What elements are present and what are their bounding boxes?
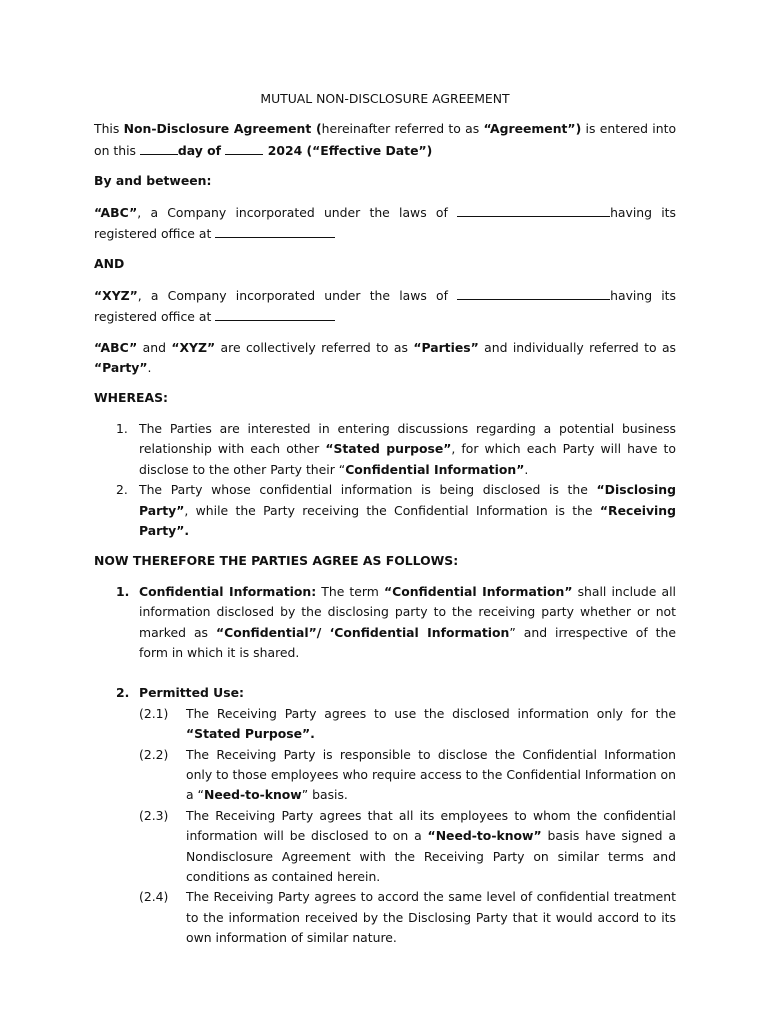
document-title: MUTUAL NON-DISCLOSURE AGREEMENT <box>260 91 510 106</box>
sub-clause <box>94 806 676 888</box>
collective-text-3: and individually referred to as <box>478 339 676 355</box>
sub-clause-bold: Need-to-know <box>203 787 302 803</box>
list-item-bold: “Stated purpose” <box>325 441 452 457</box>
intro-bold-2: “Agreement”) <box>483 121 582 137</box>
clause-text: The term <box>316 583 384 599</box>
clause-bold: “Confidential”/ ‘Confidential Information <box>215 624 510 640</box>
sub-clause <box>94 887 676 948</box>
list-item-number: 2. <box>116 482 128 498</box>
whereas-text: WHEREAS: <box>94 390 168 406</box>
day-blank <box>140 140 178 155</box>
whereas-heading <box>94 388 676 408</box>
sub-clause-bold: “Need-to-know” <box>427 828 542 844</box>
sub-clause-text: The Receiving Party agrees that all its employees to whom the confidential information will be disclosed to on a <box>186 807 676 844</box>
list-item-text: , for which each Party will have to disclose to the other Party their “ <box>139 441 676 477</box>
intro-bold-1: Non-Disclosure Agreement ( <box>123 121 322 137</box>
abc-laws-blank <box>457 202 610 217</box>
intro-paragraph <box>94 119 676 161</box>
and-text: AND <box>94 256 125 272</box>
list-item-number: 1. <box>116 420 128 436</box>
sub-clause-text: The Receiving Party agrees to use the disclosed information only for the <box>186 705 676 721</box>
list-item <box>94 480 676 541</box>
party-xyz-name: “XYZ” <box>94 287 138 303</box>
party-xyz-text-1: , a Company incorporated under the laws of <box>137 287 458 303</box>
xyz-office-blank <box>215 306 335 321</box>
collective-text-4: . <box>147 360 152 376</box>
month-blank <box>225 140 263 155</box>
intro-text-3: is entered into on this <box>94 121 677 158</box>
list-item-bold: “Receiving Party”. <box>139 502 676 538</box>
collective-text-1: and <box>137 339 172 355</box>
whereas-list <box>94 419 676 541</box>
clause-text: ” and irrespective of the form in which it is shared. <box>139 624 676 660</box>
sub-clause-number: (2.4) <box>139 889 169 905</box>
clause-heading: Confidential Information: <box>139 583 317 599</box>
sub-clause <box>94 704 676 745</box>
collective-text-2: are collectively referred to as <box>215 339 414 355</box>
party-abc-name: “ABC” <box>94 204 138 220</box>
list-item <box>94 419 676 480</box>
now-therefore-heading <box>94 551 676 571</box>
by-and-between-heading <box>94 171 676 191</box>
list-item-bold: Confidential Information” <box>345 461 525 477</box>
abc-office-blank <box>215 223 335 238</box>
intro-bold-4: 2024 (“Effective Date”) <box>263 142 433 158</box>
list-item-text: The Party whose confidential information is being disclosed is the <box>139 482 597 498</box>
sub-clause-number: (2.3) <box>139 807 169 823</box>
now-therefore-text: NOW THEREFORE THE PARTIES AGREE AS FOLLOWS: <box>94 553 459 569</box>
by-and-between-text: By and between: <box>94 173 212 189</box>
list-item-text: , while the Party receiving the Confidential Information is the <box>184 502 600 518</box>
clause-text: shall include all information disclosed by the disclosing party to the receiving party whether or not marked as <box>139 583 676 640</box>
party-abc-text-2: having its registered office at <box>94 204 676 242</box>
collective-bold-1: “ABC” <box>94 339 138 355</box>
sub-clause-text: ” basis. <box>301 787 348 803</box>
intro-text-2: hereinafter referred to as <box>321 121 484 137</box>
clause-number: 2. <box>116 685 130 701</box>
collective-paragraph <box>94 338 676 379</box>
xyz-laws-blank <box>457 285 610 300</box>
clause-heading: Permitted Use: <box>139 685 244 701</box>
list-item-bold: “Disclosing Party” <box>139 482 676 518</box>
party-xyz-paragraph <box>94 285 676 328</box>
collective-bold-3: “Parties” <box>413 339 479 355</box>
sub-clause-text: The Receiving Party agrees to accord the same level of confidential treatment to the information received by the Disclosing Party that it would accord to its own information of similar nature. <box>186 889 676 946</box>
and-heading <box>94 254 676 274</box>
sub-clause-text: The Receiving Party is responsible to disclose the Confidential Information only to those employees who require access to the Confidential Information on a “ <box>186 746 676 803</box>
intro-bold-3: day of <box>177 142 226 158</box>
sub-clause-number: (2.1) <box>139 705 169 721</box>
intro-text-1: This <box>94 121 124 137</box>
list-item-text: The Parties are interested in entering discussions regarding a potential business relationship with each other <box>139 420 676 457</box>
blank-line <box>94 663 676 683</box>
sub-clause-number: (2.2) <box>139 746 169 762</box>
clause-permitted-use <box>94 683 676 703</box>
list-item-text: . <box>524 461 529 477</box>
party-abc-text-1: , a Company incorporated under the laws of <box>137 204 458 220</box>
collective-bold-2: “XYZ” <box>171 339 216 355</box>
clause-confidential-information <box>94 582 676 664</box>
sub-clause-text: basis have signed a Nondisclosure Agreement with the Receiving Party on similar terms and conditions as contained herein. <box>186 828 677 884</box>
sub-clause-bold: “Stated Purpose”. <box>186 726 315 742</box>
collective-bold-4: “Party” <box>94 360 148 376</box>
party-abc-paragraph <box>94 202 676 245</box>
clause-number: 1. <box>116 583 130 599</box>
sub-clause <box>94 745 676 806</box>
party-xyz-text-2: having its registered office at <box>94 287 676 325</box>
clause-bold: “Confidential Information” <box>383 583 573 599</box>
